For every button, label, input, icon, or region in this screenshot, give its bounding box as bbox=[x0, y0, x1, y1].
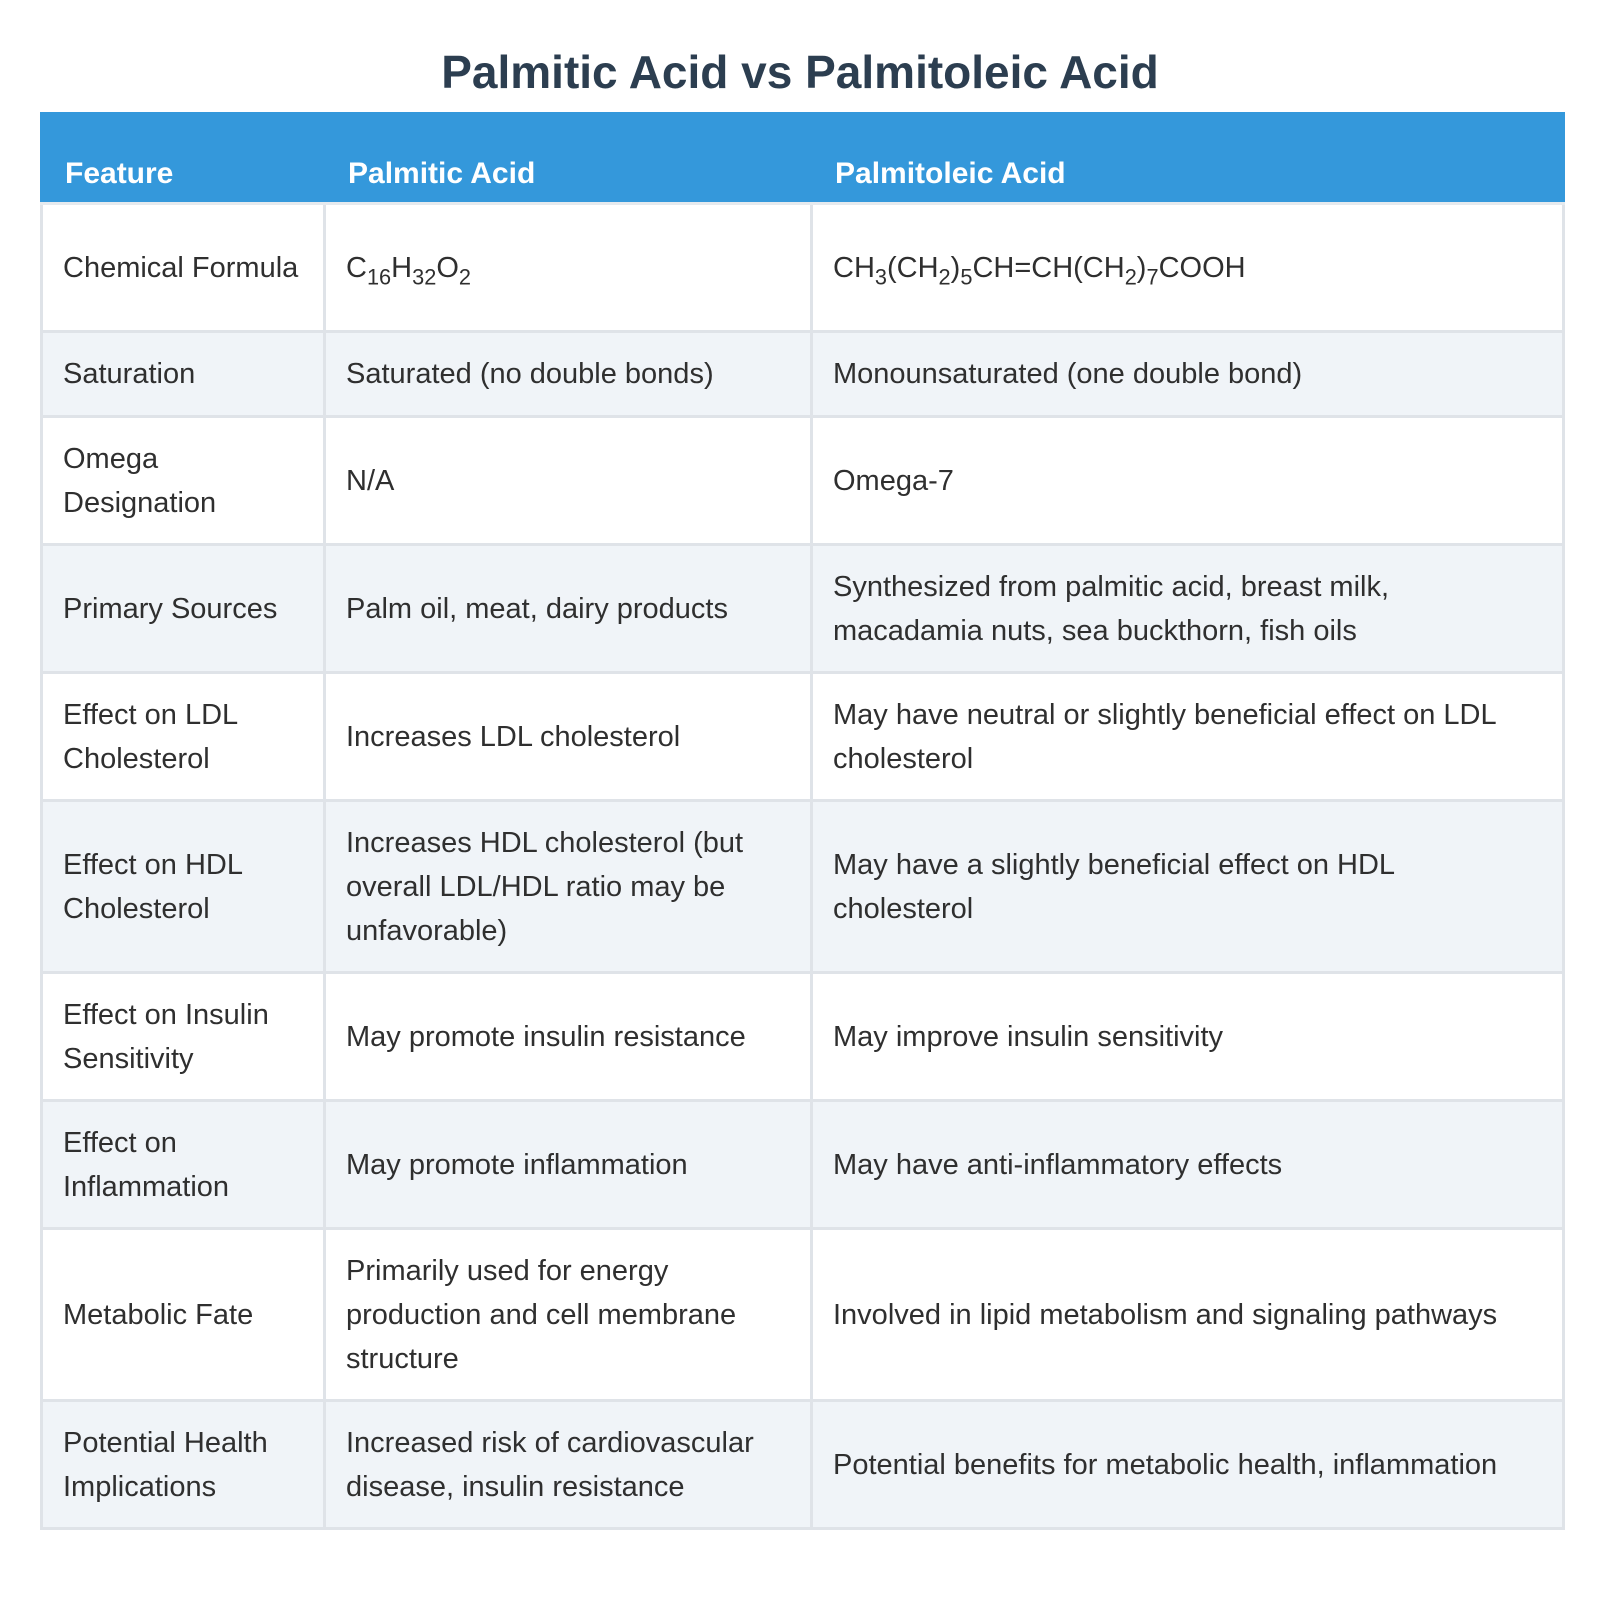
formula-subscript: 7 bbox=[1146, 264, 1159, 290]
feature-cell: Potential Health Implications bbox=[42, 1401, 325, 1529]
feature-cell: Saturation bbox=[42, 332, 325, 417]
formula-part: (CH bbox=[887, 251, 939, 284]
formula-subscript: 3 bbox=[874, 264, 887, 290]
formula-subscript: 5 bbox=[960, 264, 973, 290]
table-body bbox=[42, 204, 1564, 1529]
feature-cell: Omega Designation bbox=[42, 417, 325, 545]
table-row bbox=[42, 801, 1564, 973]
palmitic-cell: May promote insulin resistance bbox=[325, 973, 812, 1101]
formula-subscript: 2 bbox=[1124, 264, 1137, 290]
palmitoleic-cell: Synthesized from palmitic acid, breast milk, macadamia nuts, sea buckthorn, fish oils bbox=[812, 545, 1564, 673]
table-row bbox=[42, 204, 1564, 332]
table-row bbox=[42, 973, 1564, 1101]
comparison-table-container bbox=[40, 112, 1562, 1530]
header-palmitoleic-acid: Palmitoleic Acid bbox=[812, 114, 1564, 204]
formula-part: CH bbox=[833, 251, 875, 284]
formula-part: O bbox=[436, 251, 459, 284]
palmitic-cell: Saturated (no double bonds) bbox=[325, 332, 812, 417]
formula-subscript: 2 bbox=[938, 264, 951, 290]
formula-subscript: 16 bbox=[366, 264, 392, 290]
table-row bbox=[42, 417, 1564, 545]
palmitoleic-cell: May improve insulin sensitivity bbox=[812, 973, 1564, 1101]
formula-part: ) bbox=[1136, 251, 1147, 284]
table-row bbox=[42, 545, 1564, 673]
header-row bbox=[42, 114, 1564, 204]
table-row bbox=[42, 673, 1564, 801]
palmitoleic-cell: Potential benefits for metabolic health, inflammation bbox=[812, 1401, 1564, 1529]
formula-part: H bbox=[391, 251, 413, 284]
palmitoleic-cell: May have neutral or slightly beneficial effect on LDL cholesterol bbox=[812, 673, 1564, 801]
table-row bbox=[42, 1401, 1564, 1529]
palmitic-cell: Primarily used for energy production and cell membrane structure bbox=[325, 1229, 812, 1401]
feature-cell: Metabolic Fate bbox=[42, 1229, 325, 1401]
header-palmitic-acid: Palmitic Acid bbox=[325, 114, 812, 204]
feature-cell: Effect on Insulin Sensitivity bbox=[42, 973, 325, 1101]
table-row bbox=[42, 1101, 1564, 1229]
palmitic-cell: Increases HDL cholesterol (but overall LDL/HDL ratio may be unfavorable) bbox=[325, 801, 812, 973]
palmitoleic-cell: Involved in lipid metabolism and signaling pathways bbox=[812, 1229, 1564, 1401]
table-row bbox=[42, 332, 1564, 417]
palmitic-cell: Increased risk of cardiovascular disease, insulin resistance bbox=[325, 1401, 812, 1529]
palmitic-cell: Palm oil, meat, dairy products bbox=[325, 545, 812, 673]
formula-subscript: 32 bbox=[412, 264, 437, 290]
palmitic-cell: N/A bbox=[325, 417, 812, 545]
feature-cell: Chemical Formula bbox=[42, 204, 325, 332]
palmitic-cell: Increases LDL cholesterol bbox=[325, 673, 812, 801]
palmitoleic-formula-cell bbox=[812, 204, 1564, 332]
feature-cell: Primary Sources bbox=[42, 545, 325, 673]
formula-part: COOH bbox=[1158, 251, 1246, 284]
feature-cell: Effect on LDL Cholesterol bbox=[42, 673, 325, 801]
formula-subscript: 2 bbox=[458, 264, 471, 290]
table-header bbox=[42, 114, 1564, 204]
palmitoleic-cell: Monounsaturated (one double bond) bbox=[812, 332, 1564, 417]
comparison-table bbox=[40, 112, 1565, 1530]
palmitic-cell: May promote inflammation bbox=[325, 1101, 812, 1229]
table-row bbox=[42, 1229, 1564, 1401]
formula-part: ) bbox=[950, 251, 961, 284]
feature-cell: Effect on Inflammation bbox=[42, 1101, 325, 1229]
page-title: Palmitic Acid vs Palmitoleic Acid bbox=[441, 46, 1159, 98]
feature-cell: Effect on HDL Cholesterol bbox=[42, 801, 325, 973]
formula-part: C bbox=[346, 251, 367, 284]
palmitoleic-cell: May have anti-inflammatory effects bbox=[812, 1101, 1564, 1229]
formula-part: CH=CH(CH bbox=[972, 251, 1125, 284]
header-feature: Feature bbox=[42, 114, 325, 204]
palmitic-formula-cell bbox=[325, 204, 812, 332]
palmitoleic-cell: Omega-7 bbox=[812, 417, 1564, 545]
palmitoleic-cell: May have a slightly beneficial effect on HDL cholesterol bbox=[812, 801, 1564, 973]
